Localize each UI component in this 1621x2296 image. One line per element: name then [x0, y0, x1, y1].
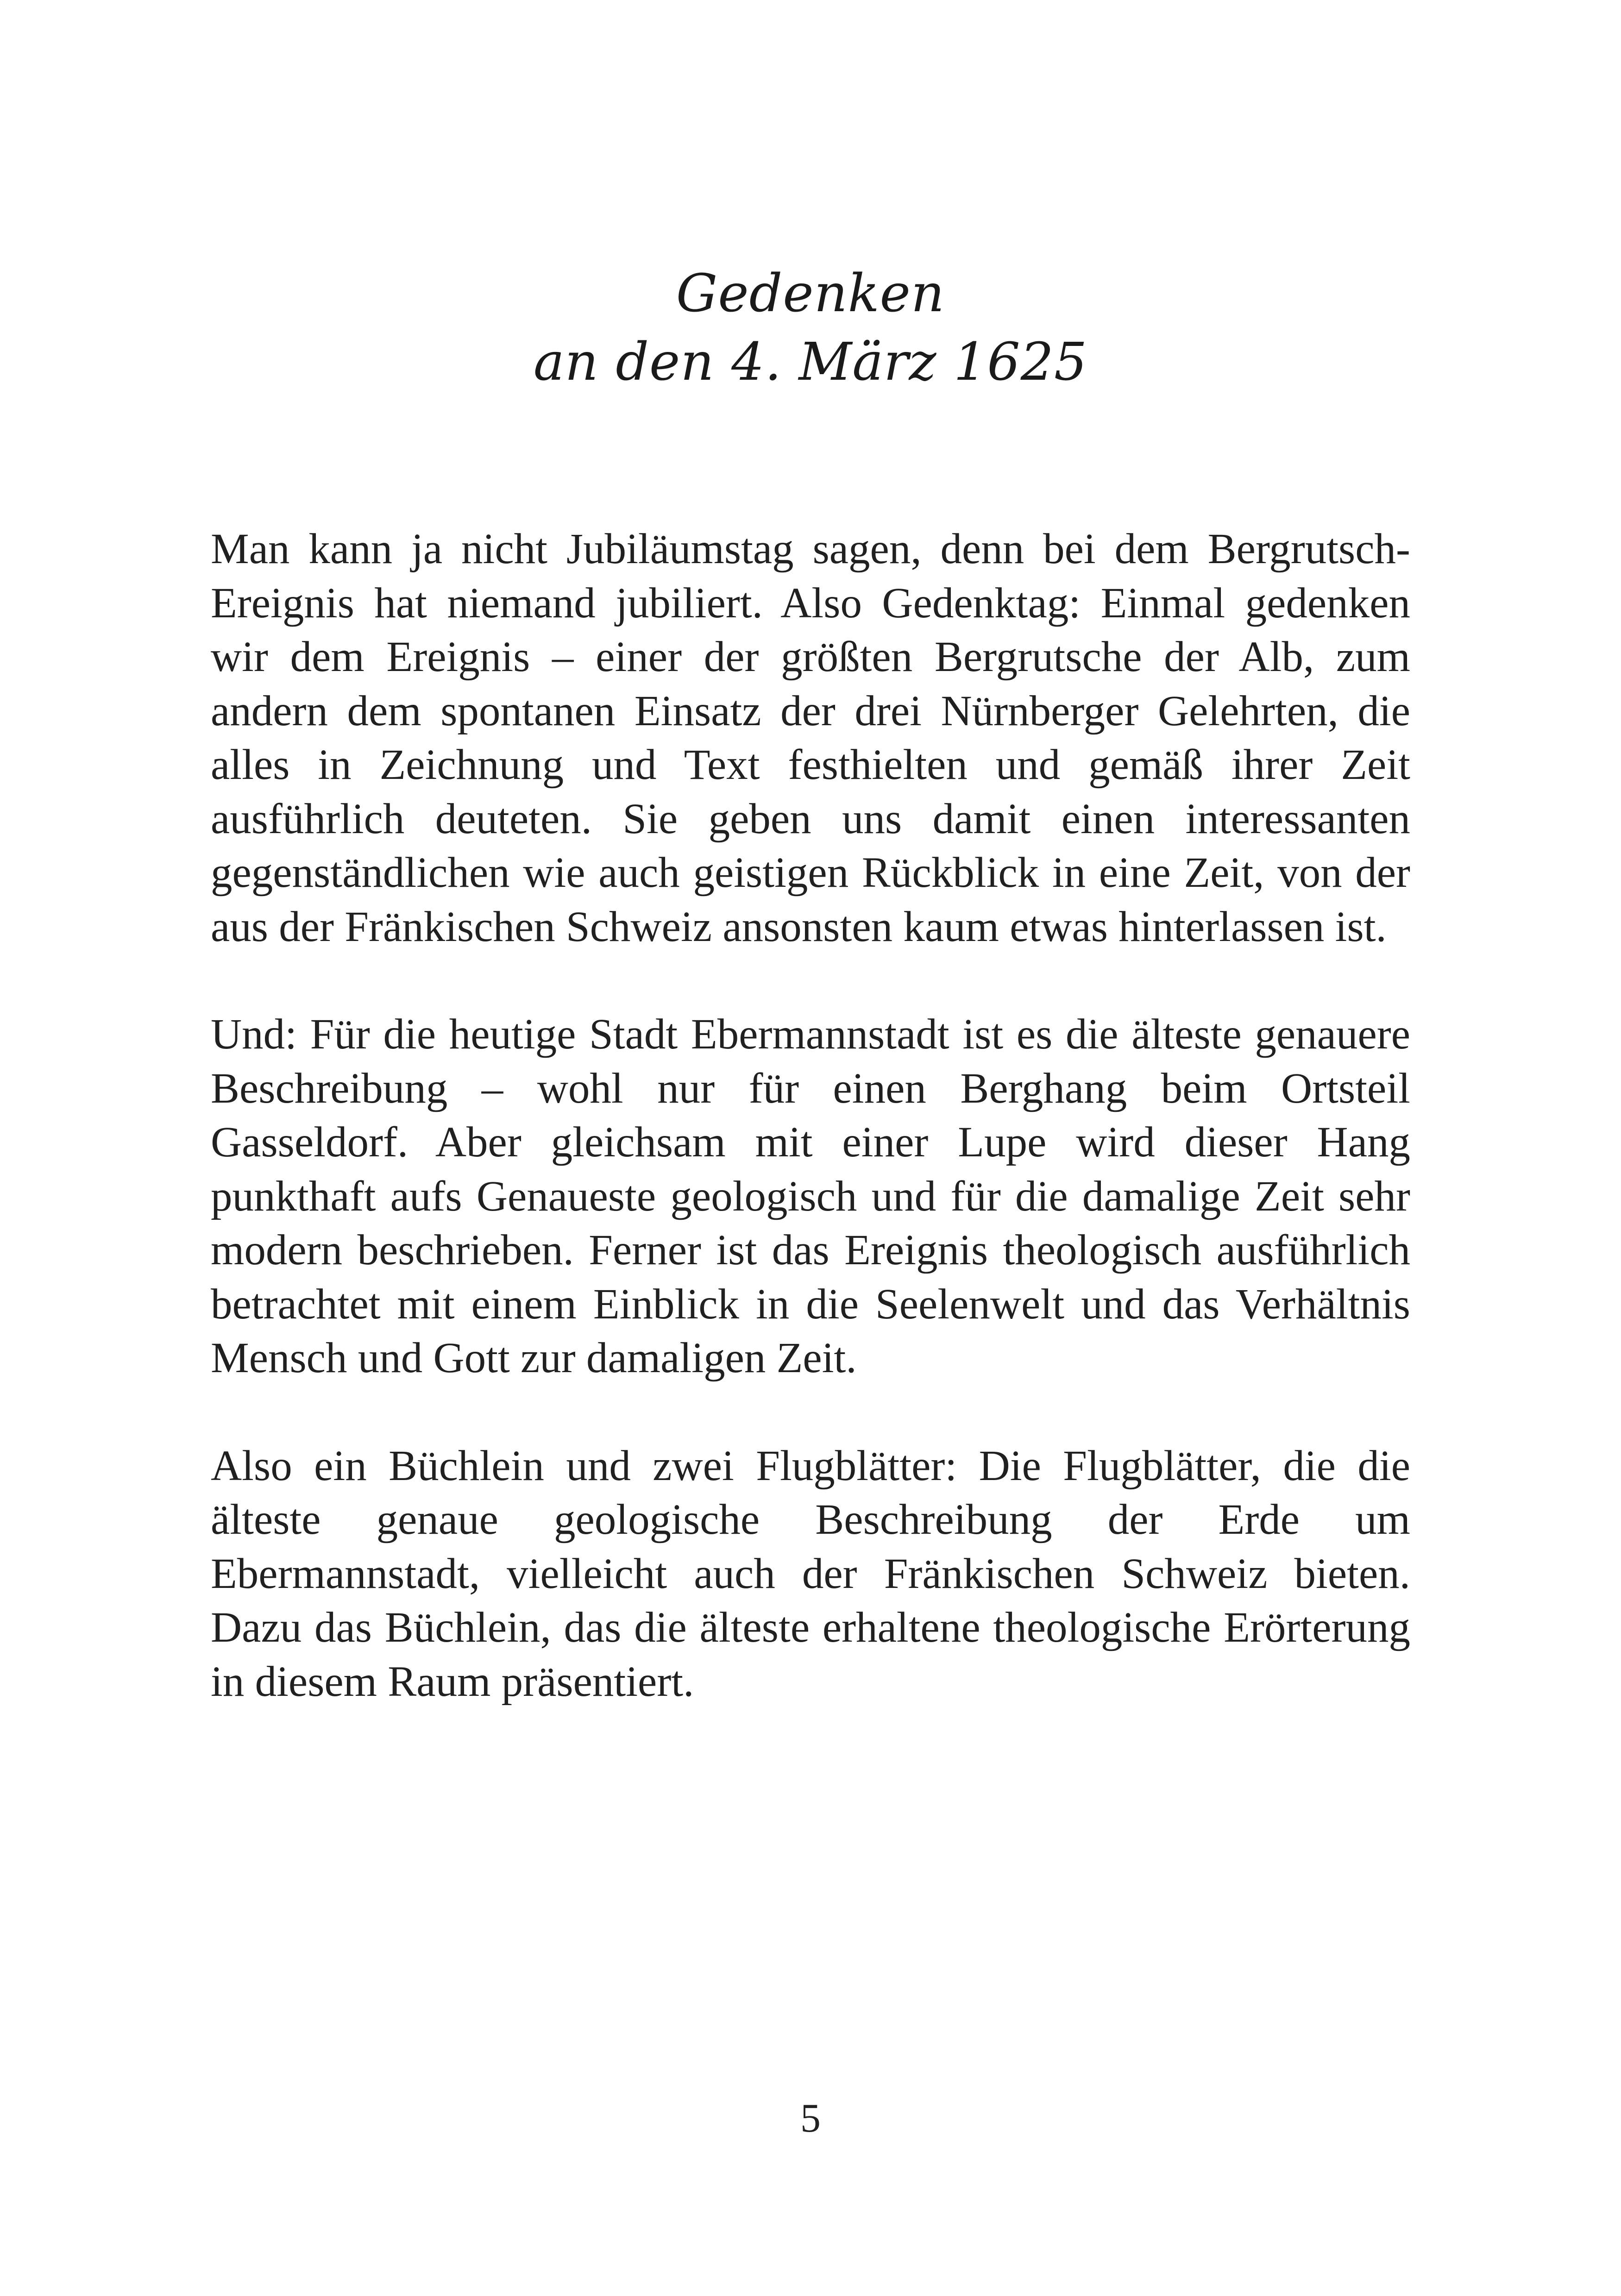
page-title [0, 259, 1621, 396]
paragraph-3: Also ein Büchlein und zwei Flugblätter: Die Flugblätter, die die älteste genaue geologische Beschreibung der Erde um Ebermannstadt, vielleicht auch der Fränkischen Schweiz bieten. Dazu das Büchlein, das die älteste erhaltene theologische Erörterung in diesem Raum präsentiert. [211, 1442, 1410, 1706]
paragraph-2: Und: Für die heutige Stadt Ebermannstadt ist es die älteste genauere Beschreibung – wohl nur für einen Berghang beim Ortsteil Gasseldorf. Aber gleichsam mit einer Lupe wird dieser Hang punkthaft aufs Genaueste geologisch und für die damalige Zeit sehr modern beschrieben. Ferner ist das Ereignis theologisch ausführlich betrachtet mit einem Einblick in die Seelenwelt und das Verhältnis Mensch und Gott zur damaligen Zeit. [211, 1010, 1410, 1382]
title-line-2: an den 4. März 1625 [533, 332, 1088, 392]
page-number: 5 [800, 2096, 821, 2141]
paragraph-1: Man kann ja nicht Jubiläumstag sagen, denn bei dem Bergrutsch-Ereignis hat niemand jubiliert. Also Gedenktag: Einmal gedenken wir dem Ereignis – einer der größten Bergrutsche der Alb, zum andern dem spontanen Einsatz der drei Nürnberger Gelehrten, die alles in Zeichnung und Text festhielten und gemäß ihrer Zeit ausführlich deuteten. Sie geben uns damit einen interessanten gegenständlichen wie auch geistigen Rückblick in eine Zeit, von der aus der Fränkischen Schweiz ansonsten kaum etwas hinterlassen ist. [211, 525, 1410, 951]
title-line-1: Gedenken [676, 263, 945, 324]
body-text [211, 522, 1410, 1709]
